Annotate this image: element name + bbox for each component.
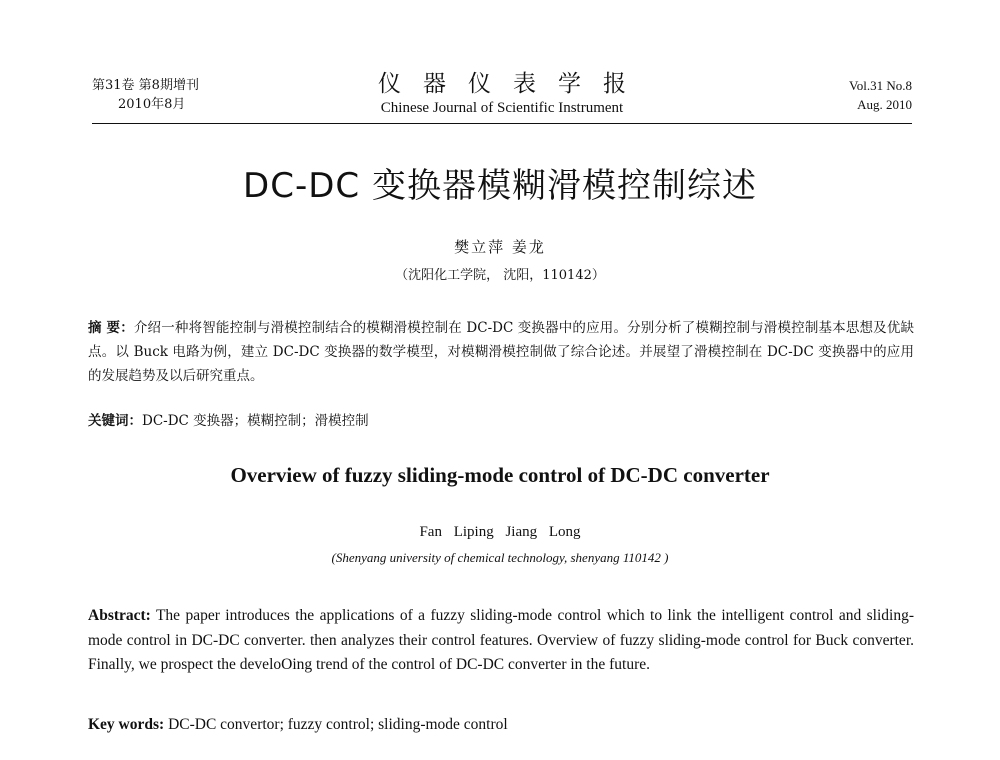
abstract-cn-text: 介绍一种将智能控制与滑模控制结合的模糊滑模控制在 DC-DC 变换器中的应用。分别分析了模糊控制与滑模控制基本思想及优缺点。以 Buck 电路为例，建立 DC-DC 变换器的数学模型，对模糊滑模控制做了综合论述。并展望了滑模控制在 DC-DC 变换器中的应用的发展趋势及以后研究重点。 [88, 320, 915, 384]
journal-name-en: Chinese Journal of Scientific Instrument [380, 100, 624, 116]
date-cn: 2010年8月 [118, 97, 186, 112]
volume-issue-cn: 第31卷 第8期增刊 [92, 78, 199, 93]
authors-cn: 樊立萍 姜龙 [454, 238, 546, 256]
header-rule [92, 123, 912, 124]
affiliation-cn: （沈阳化工学院， 沈阳，110142） [395, 268, 605, 283]
abstract-cn-label: 摘 要： [88, 320, 134, 336]
date-en: Aug. 2010 [857, 97, 912, 112]
paper-title-en: Overview of fuzzy sliding-mode control of DC-DC converter [230, 463, 770, 487]
journal-name-cn: 仪器仪表学报 [378, 71, 648, 97]
paper-title-cn: DC-DC 变换器模糊滑模控制综述 [243, 166, 757, 206]
volume-issue-en: Vol.31 No.8 [849, 78, 912, 93]
journal-name [92, 70, 912, 118]
journal-header [92, 70, 912, 122]
abstract-cn [88, 316, 914, 388]
keywords-en-text: DC-DC convertor; fuzzy control; sliding-mode control [164, 716, 508, 733]
abstract-en-text: The paper introduces the applications of a fuzzy sliding-mode control which to link the intelligent control and sliding-mode control in DC-DC converter. then analyzes their control features. Overview of fuzzy sliding-mode control for Buck converter. Finally, we prospect the develoOing trend of the control of DC-DC converter in the future. [88, 607, 914, 673]
keywords-cn [88, 410, 914, 432]
keywords-en-label: Key words: [88, 716, 165, 733]
keywords-cn-label: 关键词： [88, 413, 142, 429]
abstract-en [88, 604, 914, 678]
authors-en: Fan Liping Jiang Long [419, 524, 581, 540]
keywords-en [88, 714, 914, 736]
volume-info [849, 76, 912, 114]
keywords-cn-text: DC-DC 变换器；模糊控制；滑模控制 [142, 413, 369, 429]
affiliation-en: (Shenyang university of chemical technology, shenyang 110142 ) [331, 550, 669, 565]
abstract-en-label: Abstract: [88, 607, 151, 624]
